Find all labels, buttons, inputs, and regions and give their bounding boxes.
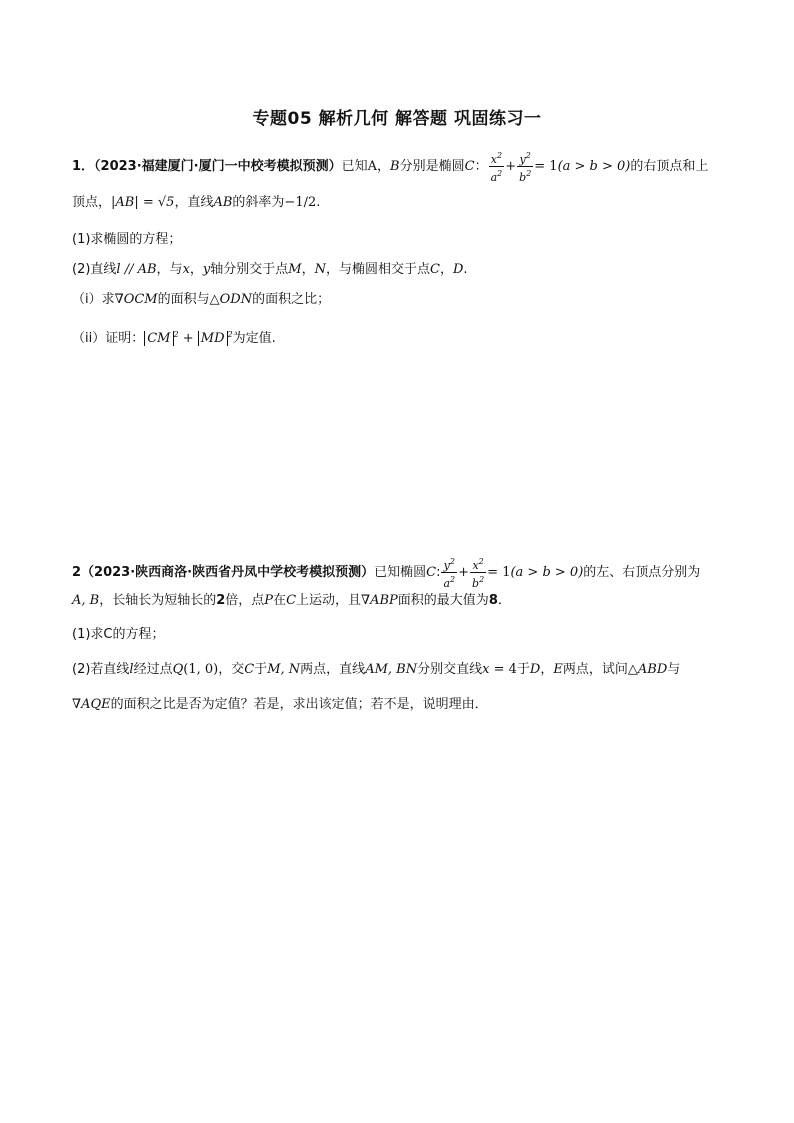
q2-number: 2	[72, 565, 82, 580]
q2-line-2: A, B，长轴长为短轴长的2倍，点P在C上运动，且∇ABP面积的最大值为8．	[72, 593, 511, 608]
q1-line-1: 1．（2023·福建厦门·厦门一中校考模拟预测）已知A，B分别是椭圆C： $\frac{x^2}{a^2}$ + $\frac{y^2}{b^2}$ = 1(a > b > 0)的右顶点和上	[72, 151, 709, 184]
q1-condition: (a > b > 0)	[557, 159, 631, 174]
q2-line-1: 2（2023·陕西商洛·陕西省丹凤中学校考模拟预测）已知椭圆C: $\frac{y^2}{a^2}$ + $\frac{x^2}{b^2}$ = 1(a > b > 0)的左、右顶点分别为	[72, 557, 701, 590]
q2-line-4: ∇AQE的面积之比是否为定值？若是，求出该定值；若不是，说明理由．	[72, 697, 488, 712]
q2-frac-x: $\frac{x^2}{b^2}$	[472, 557, 485, 590]
page-title: 专题05 解析几何 解答题 巩固练习一	[252, 109, 542, 129]
q1-part-2: (2)直线l // AB，与x，y轴分别交于点M，N，与椭圆相交于点C，D.	[72, 262, 468, 277]
q1-sub-i: （i）求∇OCM的面积与△ODN的面积之比；	[72, 292, 331, 307]
q1-slope: −1/2	[284, 195, 317, 210]
q1-frac-y: $\frac{y^2}{b^2}$	[519, 151, 532, 184]
q1-ab-length: |AB| = √5	[111, 195, 175, 210]
q1-line-2: 顶点，|AB| = √5，直线AB的斜率为−1/2.	[72, 195, 321, 210]
q1-source: （2023·福建厦门·厦门一中校考模拟预测）	[94, 159, 342, 174]
q2-source: （2023·陕西商洛·陕西省丹凤中学校考模拟预测）	[81, 565, 375, 580]
q1-part-1: (1)求椭圆的方程；	[72, 232, 182, 247]
q1-sub-ii: （ii）证明： CM $^2$ + MD $^2$为定值.	[72, 330, 276, 346]
q2-part-1: (1)求C的方程；	[72, 627, 165, 642]
q2-frac-y: $\frac{y^2}{a^2}$	[443, 557, 456, 590]
q1-frac-x: $\frac{x^2}{a^2}$	[490, 151, 503, 184]
q2-part-2: (2)若直线l经过点Q(1, 0)，交C于M, N两点，直线AM, BN分别交直线x = 4于D，E两点，试问△ABD与	[72, 662, 681, 677]
q1-number: 1．	[72, 159, 95, 174]
